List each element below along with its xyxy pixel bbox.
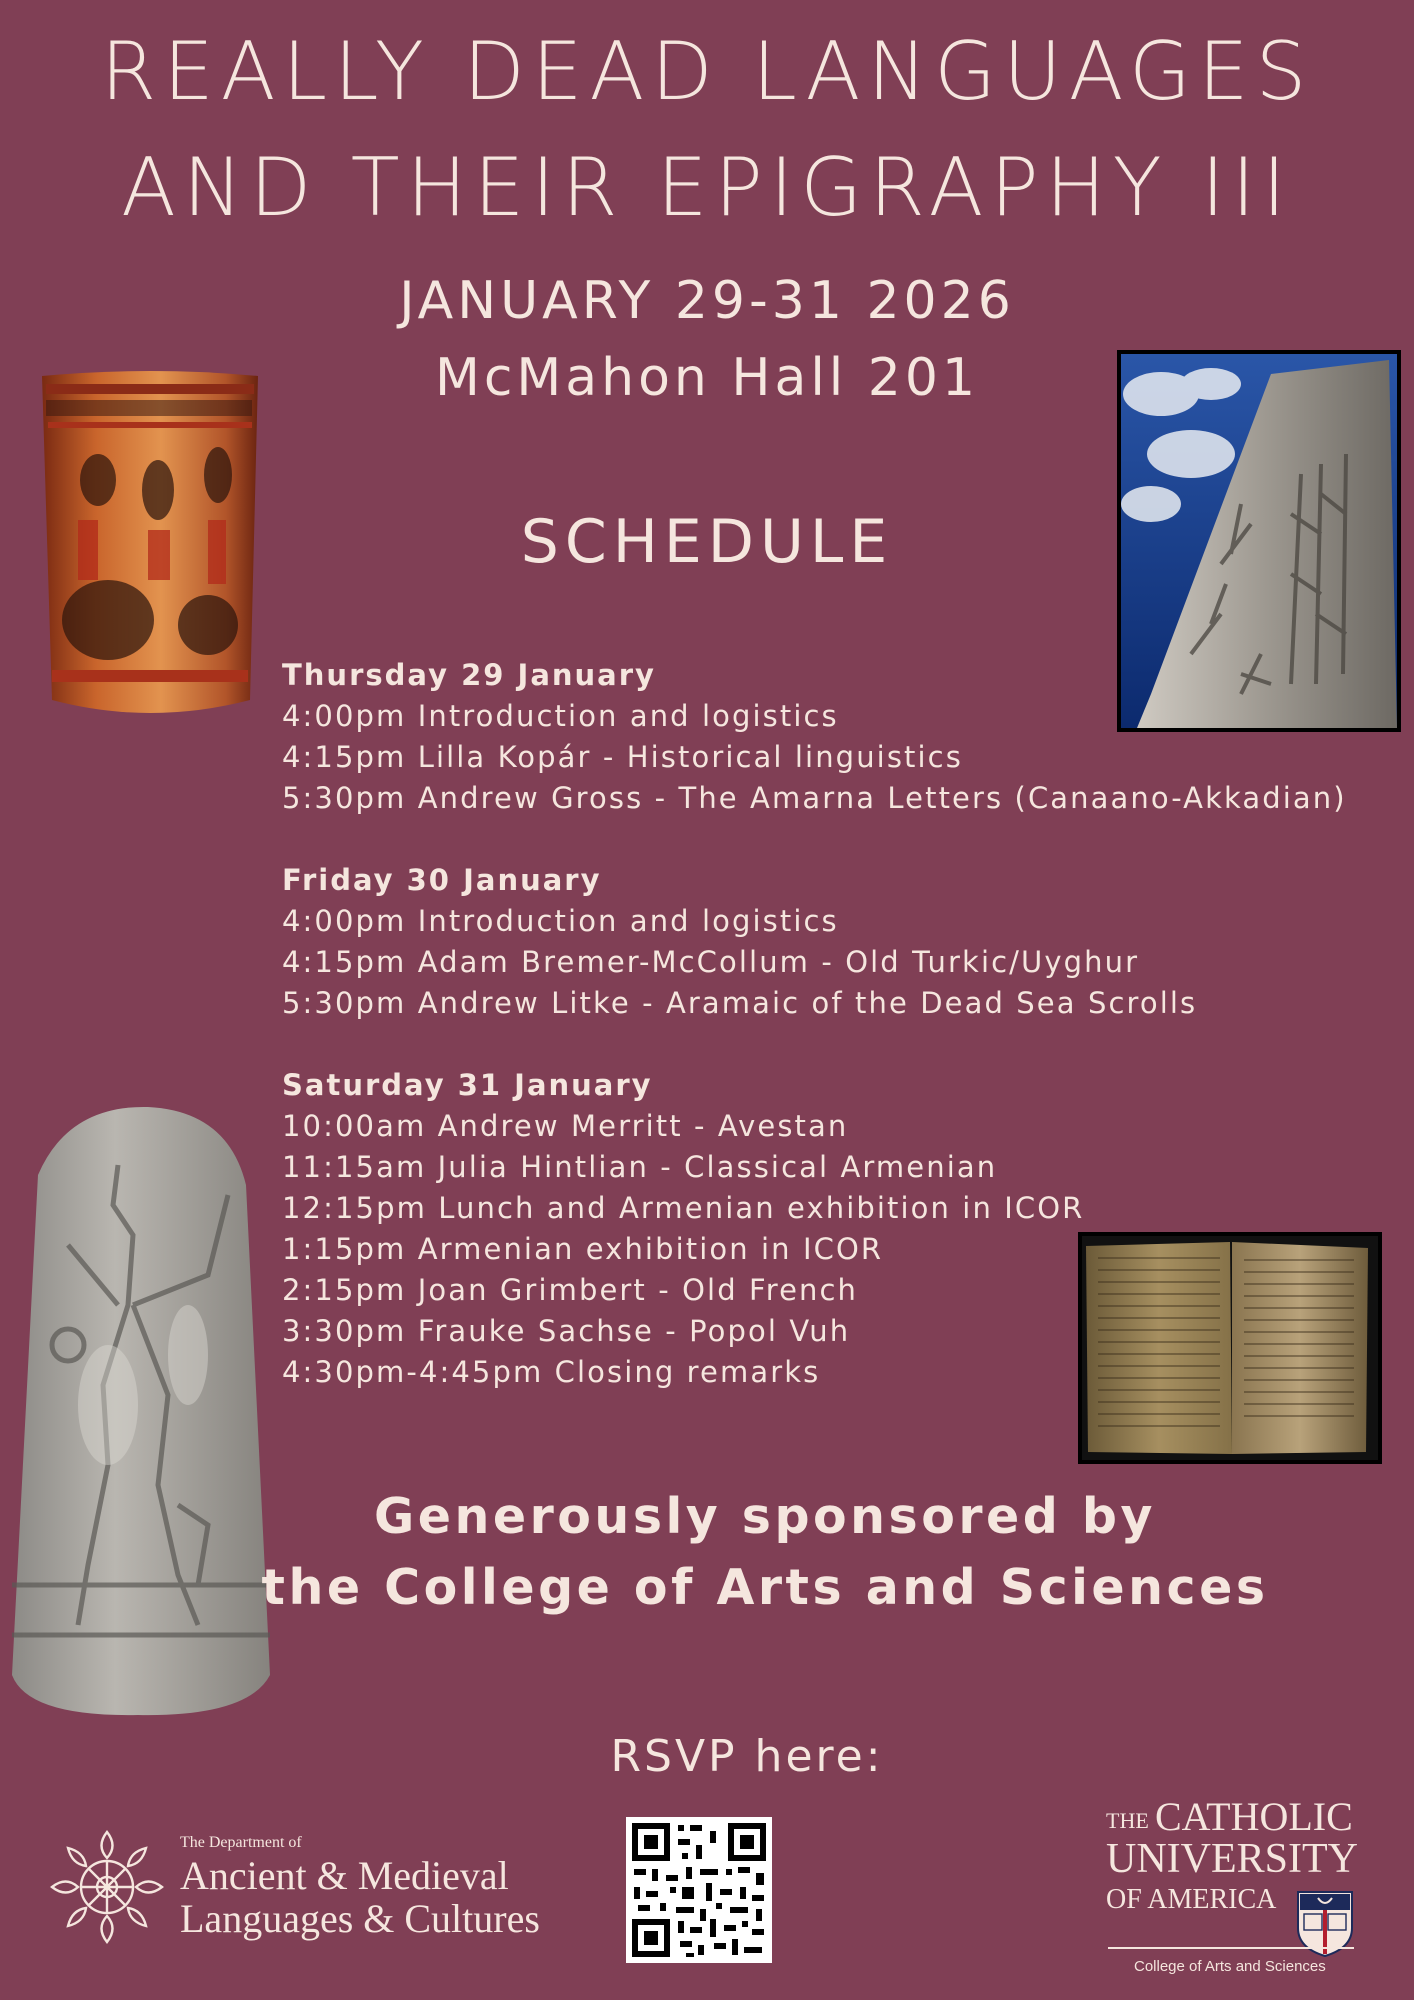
sponsor-line-2: the College of Arts and Sciences bbox=[261, 1559, 1269, 1616]
title-line-1: REALLY DEAD LANGUAGES bbox=[100, 25, 1314, 118]
schedule-item: 12:15pm Lunch and Armenian exhibition in ICOR bbox=[282, 1191, 1085, 1225]
schedule-item: 11:15am Julia Hintlian - Classical Armenian bbox=[282, 1150, 998, 1184]
day-block-saturday bbox=[282, 1065, 1084, 1393]
event-venue: McMahon Hall 201 bbox=[434, 348, 980, 408]
event-dates: JANUARY 29-31 2026 bbox=[399, 271, 1015, 331]
day-title: Saturday 31 January bbox=[282, 1068, 653, 1102]
schedule-item: 5:30pm Andrew Gross - The Amarna Letters (Canaano-Akkadian) bbox=[282, 781, 1347, 815]
university-logo-the: THE bbox=[1106, 1808, 1149, 1833]
schedule-item: 3:30pm Frauke Sachse - Popol Vuh bbox=[282, 1314, 851, 1348]
dept-emblem-icon bbox=[48, 1828, 166, 1946]
dept-logo-line-1: Ancient & Medieval bbox=[180, 1853, 509, 1898]
title-line-2: AND THEIR EPIGRAPHY III bbox=[121, 141, 1293, 234]
schedule-item: 4:30pm-4:45pm Closing remarks bbox=[282, 1355, 821, 1389]
rsvp-label: RSVP here: bbox=[610, 1731, 884, 1782]
stele-image bbox=[8, 1105, 270, 1717]
dept-logo-small: The Department of bbox=[180, 1834, 302, 1851]
schedule-item: 4:15pm Lilla Kopár - Historical linguistics bbox=[282, 740, 963, 774]
schedule-item: 4:00pm Introduction and logistics bbox=[282, 904, 839, 938]
sponsor-line-1: Generously sponsored by bbox=[374, 1488, 1156, 1545]
university-logo-line-2: UNIVERSITY bbox=[1106, 1836, 1358, 1882]
schedule-heading: SCHEDULE bbox=[520, 507, 894, 577]
manuscript-image bbox=[1078, 1232, 1382, 1464]
university-logo-tagline: College of Arts and Sciences bbox=[1134, 1958, 1326, 1975]
schedule-item: 10:00am Andrew Merritt - Avestan bbox=[282, 1109, 849, 1143]
schedule-item: 2:15pm Joan Grimbert - Old French bbox=[282, 1273, 859, 1307]
schedule-item: 4:00pm Introduction and logistics bbox=[282, 699, 839, 733]
maya-vase-image bbox=[38, 370, 262, 718]
day-block-thursday bbox=[282, 655, 1347, 819]
day-title: Friday 30 January bbox=[282, 863, 602, 897]
schedule-item: 4:15pm Adam Bremer-McCollum - Old Turkic/Uyghur bbox=[282, 945, 1140, 979]
day-title: Thursday 29 January bbox=[282, 658, 656, 692]
dept-logo-line-2: Languages & Cultures bbox=[180, 1896, 540, 1941]
qr-code[interactable] bbox=[626, 1817, 772, 1963]
university-logo-line-3: OF AMERICA bbox=[1106, 1884, 1277, 1915]
university-logo-divider bbox=[1108, 1947, 1354, 1949]
schedule-item: 1:15pm Armenian exhibition in ICOR bbox=[282, 1232, 884, 1266]
day-block-friday bbox=[282, 860, 1197, 1024]
university-logo-line-1: CATHOLIC bbox=[1155, 1794, 1353, 1839]
schedule-item: 5:30pm Andrew Litke - Aramaic of the Dead Sea Scrolls bbox=[282, 986, 1198, 1020]
